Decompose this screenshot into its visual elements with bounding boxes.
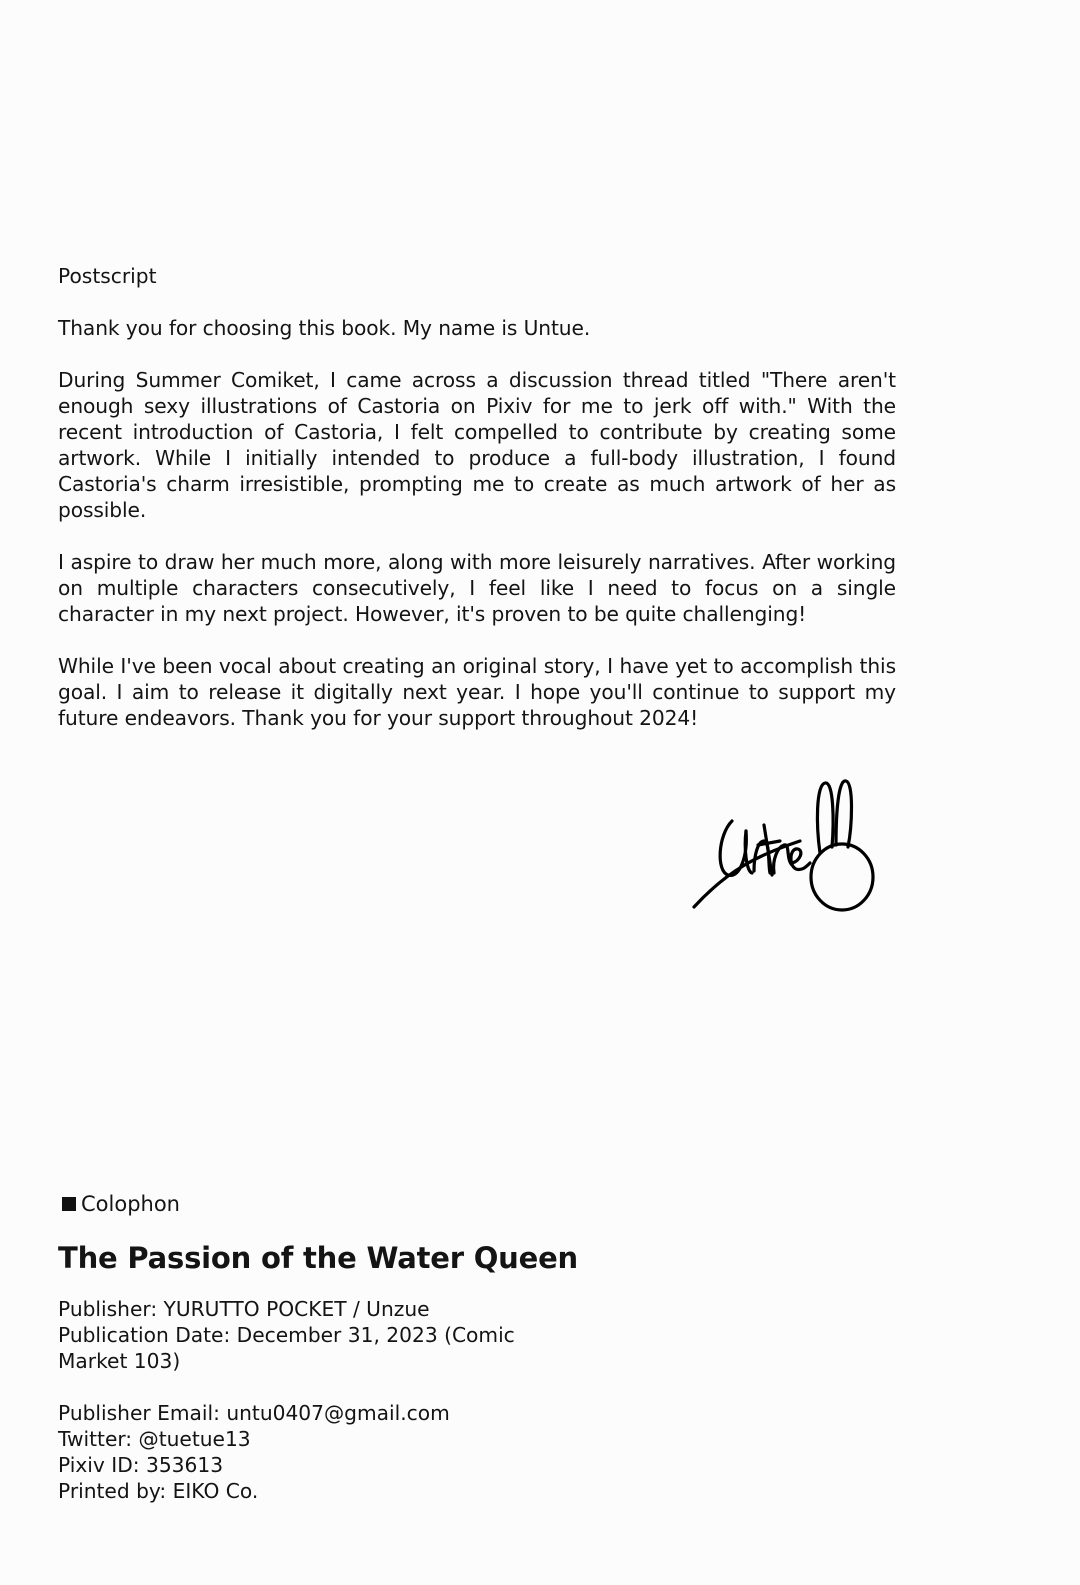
postscript-paragraph-4: While I've been vocal about creating an original story, I have yet to accomplish this goal. I aim to release it digitally next year. I hope you'll continue to support my future endeavors. Thank you for your support throughout 2024! (58, 654, 896, 730)
publication-date-line: Publication Date: December 31, 2023 (Comic Market 103) (58, 1323, 515, 1373)
publisher-email-line: Publisher Email: untu0407@gmail.com (58, 1401, 450, 1425)
printer-line: Printed by: EIKO Co. (58, 1479, 259, 1503)
publication-info (58, 1296, 578, 1504)
book-title: The Passion of the Water Queen (58, 1241, 579, 1275)
colophon-heading-label: Colophon (81, 1192, 180, 1216)
postscript-heading: Postscript (58, 264, 157, 288)
postscript-paragraph-2: During Summer Comiket, I came across a discussion thread titled "There aren't enough sexy illustrations of Castoria on Pixiv for me to jerk off with." With the recent introduction of Castoria, I felt compelled to contribute by creating some artwork. While I initially intended to produce a full-body illustration, I found Castoria's charm irresistible, prompting me to create as much artwork of her as possible. (58, 368, 896, 522)
postscript-paragraph-1: Thank you for choosing this book. My name is Untue. (58, 316, 591, 340)
black-square-icon (62, 1197, 76, 1211)
info-spacer (58, 1374, 578, 1400)
publisher-line: Publisher: YURUTTO POCKET / Unzue (58, 1297, 430, 1321)
postscript-paragraph-3: I aspire to draw her much more, along with more leisurely narratives. After working on multiple characters consecutively, I feel like I need to focus on a single character in my next project. However, it's proven to be quite challenging! (58, 550, 896, 626)
colophon-section (58, 1190, 578, 1504)
colophon-heading (58, 1190, 578, 1218)
author-signature (688, 775, 883, 920)
twitter-line: Twitter: @tuetue13 (58, 1427, 251, 1451)
postscript-section (58, 263, 896, 757)
pixiv-id-line: Pixiv ID: 353613 (58, 1453, 224, 1477)
